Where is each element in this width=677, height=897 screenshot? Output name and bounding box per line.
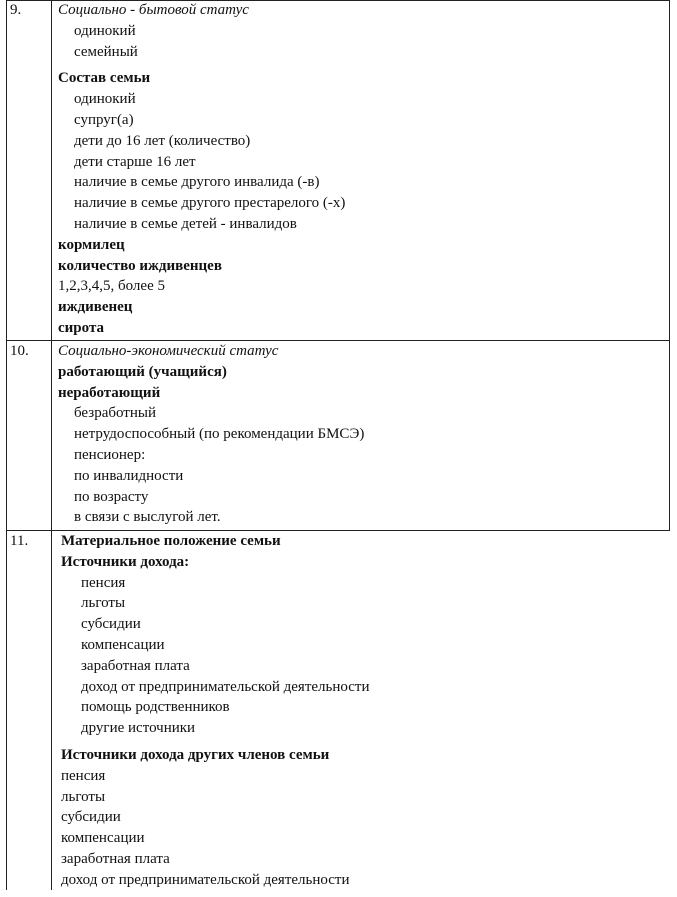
list-item: компенсации [61,830,145,847]
list-item: субсидии [61,809,121,826]
list-item: пенсионер: [74,446,146,463]
dependent-label: иждивенец [58,299,133,316]
list-item: нетрудоспособный (по рекомендации БМСЭ) [74,426,365,443]
list-item: наличие в семье другого престарелого (-х) [74,195,346,212]
dependents-values: 1,2,3,4,5, более 5 [58,278,165,295]
list-item: помощь родственников [81,699,230,716]
list-item: льготы [61,788,106,805]
list-item: супруг(а) [74,111,134,128]
row-9-title: Социально - бытовой статус [58,2,249,18]
list-item: одинокий [74,22,136,39]
family-heading: Состав семьи [58,70,151,87]
row-11-content [61,531,665,891]
row-number-10: 10. [10,343,29,359]
list-item: доход от предпринимательской деятельности [61,871,350,888]
orphan-label: сирота [58,319,104,336]
list-item: семейный [74,43,138,60]
table-border-right [669,0,670,530]
others-income-heading: Источники дохода других членов семьи [61,746,330,763]
column-divider [51,0,52,890]
list-item: дети до 16 лет (количество) [74,132,251,149]
breadwinner-label: кормилец [58,236,125,253]
list-item: дети старше 16 лет [74,153,196,170]
list-item: по возрасту [74,488,149,505]
working-label: работающий (учащийся) [58,363,227,380]
form-table [6,0,670,890]
list-item: заработная плата [81,657,190,674]
list-item: наличие в семье детей - инвалидов [74,215,297,232]
list-item: пенсия [81,574,126,591]
list-item: безработный [74,405,156,422]
list-item: наличие в семье другого инвалида (-в) [74,174,320,191]
nonworking-label: неработающий [58,384,161,401]
income-heading: Источники дохода: [61,553,190,570]
list-item: другие источники [81,720,196,737]
list-item: пенсия [61,767,106,784]
row-9-content [58,0,662,339]
row-10-content [58,341,662,528]
list-item: льготы [81,595,126,612]
row-number-11: 11. [10,533,29,549]
list-item: доход от предпринимательской деятельности [81,678,370,695]
row-number-9: 9. [10,2,22,18]
list-item: в связи с выслугой лет. [74,509,221,526]
row-11-title: Материальное положение семьи [61,533,281,549]
list-item: одинокий [74,91,136,108]
table-border-left [6,0,7,890]
list-item: по инвалидности [74,467,184,484]
list-item: компенсации [81,636,165,653]
list-item: заработная плата [61,850,170,867]
dependents-heading: количество иждивенцев [58,257,222,274]
row-10-title: Социально-экономический статус [58,343,279,359]
list-item: субсидии [81,616,141,633]
